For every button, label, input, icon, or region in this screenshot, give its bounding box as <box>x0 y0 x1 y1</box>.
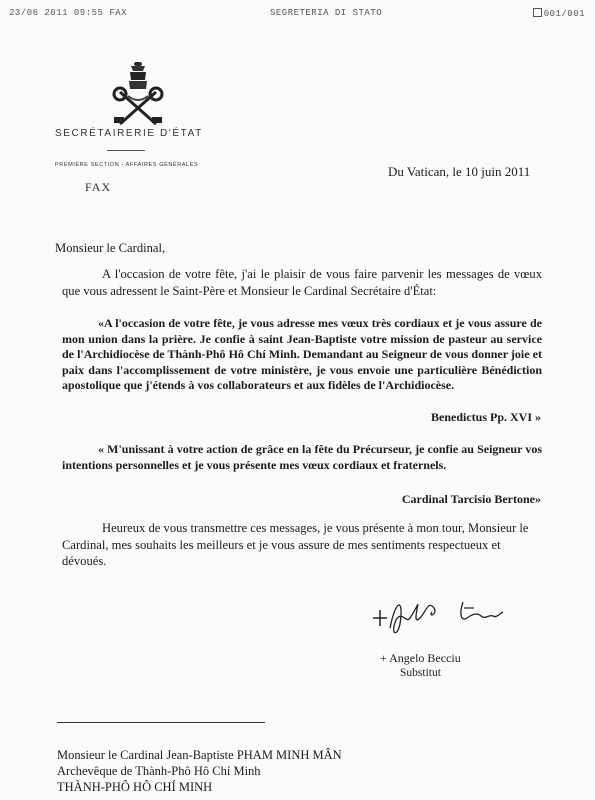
pope-signature: Benedictus Pp. XVI » <box>430 410 541 424</box>
fax-page-count <box>533 8 585 19</box>
signer-name: + Angelo Becciu <box>380 651 461 665</box>
cardinal-signature: Cardinal Tarcisio Bertone» <box>401 492 541 506</box>
fax-page-number: 001/001 <box>543 9 585 19</box>
paragraph-closing: Heureux de vous transmettre ces messages, je vous présente à mon tour, Monsieur le Cardinal, mes souhaits les meilleurs et je vous assure de mes sentiments respectueux et dévoués. <box>62 521 529 568</box>
address-divider <box>57 722 265 723</box>
fax-sender: SEGRETERIA DI STATO <box>270 8 383 18</box>
recipient-city: THÀNH-PHÔ HÔ CHÍ MINH <box>57 780 213 794</box>
office-section: PREMIÈRE SECTION - AFFAIRES GÉNÉRALES <box>55 162 199 168</box>
recipient-title: Archevêque de Thành-Phô Hô Chí Minh <box>57 764 261 778</box>
salutation: Monsieur le Cardinal, <box>55 241 166 255</box>
signer-title: Substitut <box>400 667 441 679</box>
handwritten-signature <box>368 588 508 648</box>
fax-label: FAX <box>85 180 112 194</box>
dateline: Du Vatican, le 10 juin 2011 <box>388 164 531 179</box>
recipient-name: Monsieur le Cardinal Jean-Baptiste PHAM MINH MÂN <box>57 748 342 762</box>
papal-keys-crest-icon <box>108 62 168 128</box>
letterhead-divider <box>107 150 145 151</box>
paragraph-intro: A l'occasion de votre fête, j'ai le plaisir de vous faire parvenir les messages de vœux que vous adressent le Saint-Père et Monsieur le Cardinal Secrétaire d'État: <box>62 267 542 298</box>
pope-message: «A l'occasion de votre fête, je vous adresse mes vœux très cordiaux et je vous assure de mon union dans la prière. Je confie à saint Jean-Baptiste votre mission de pasteur au service de l'Archidiocèse de Thành-Phô Hô Chí Minh. Demandant au Seigneur de vous donner joie et paix dans l'accomplissement de votre ministère, je vous envoie une particulière Bénédiction apostolique que j'étends à vos collaborateurs et aux fidèles de l'Archidiocèse. <box>62 316 542 393</box>
fax-page-icon <box>533 8 542 17</box>
cardinal-message: « M'unissant à votre action de grâce en la fête du Précurseur, je confie au Seigneur vos intentions personnelles et je vous présente mes vœux cordiaux et fraternels. <box>62 442 542 472</box>
fax-timestamp: 23/06 2011 09:55 FAX <box>9 8 128 18</box>
office-title: SECRÉTAIRERIE D'ÉTAT <box>55 128 203 139</box>
